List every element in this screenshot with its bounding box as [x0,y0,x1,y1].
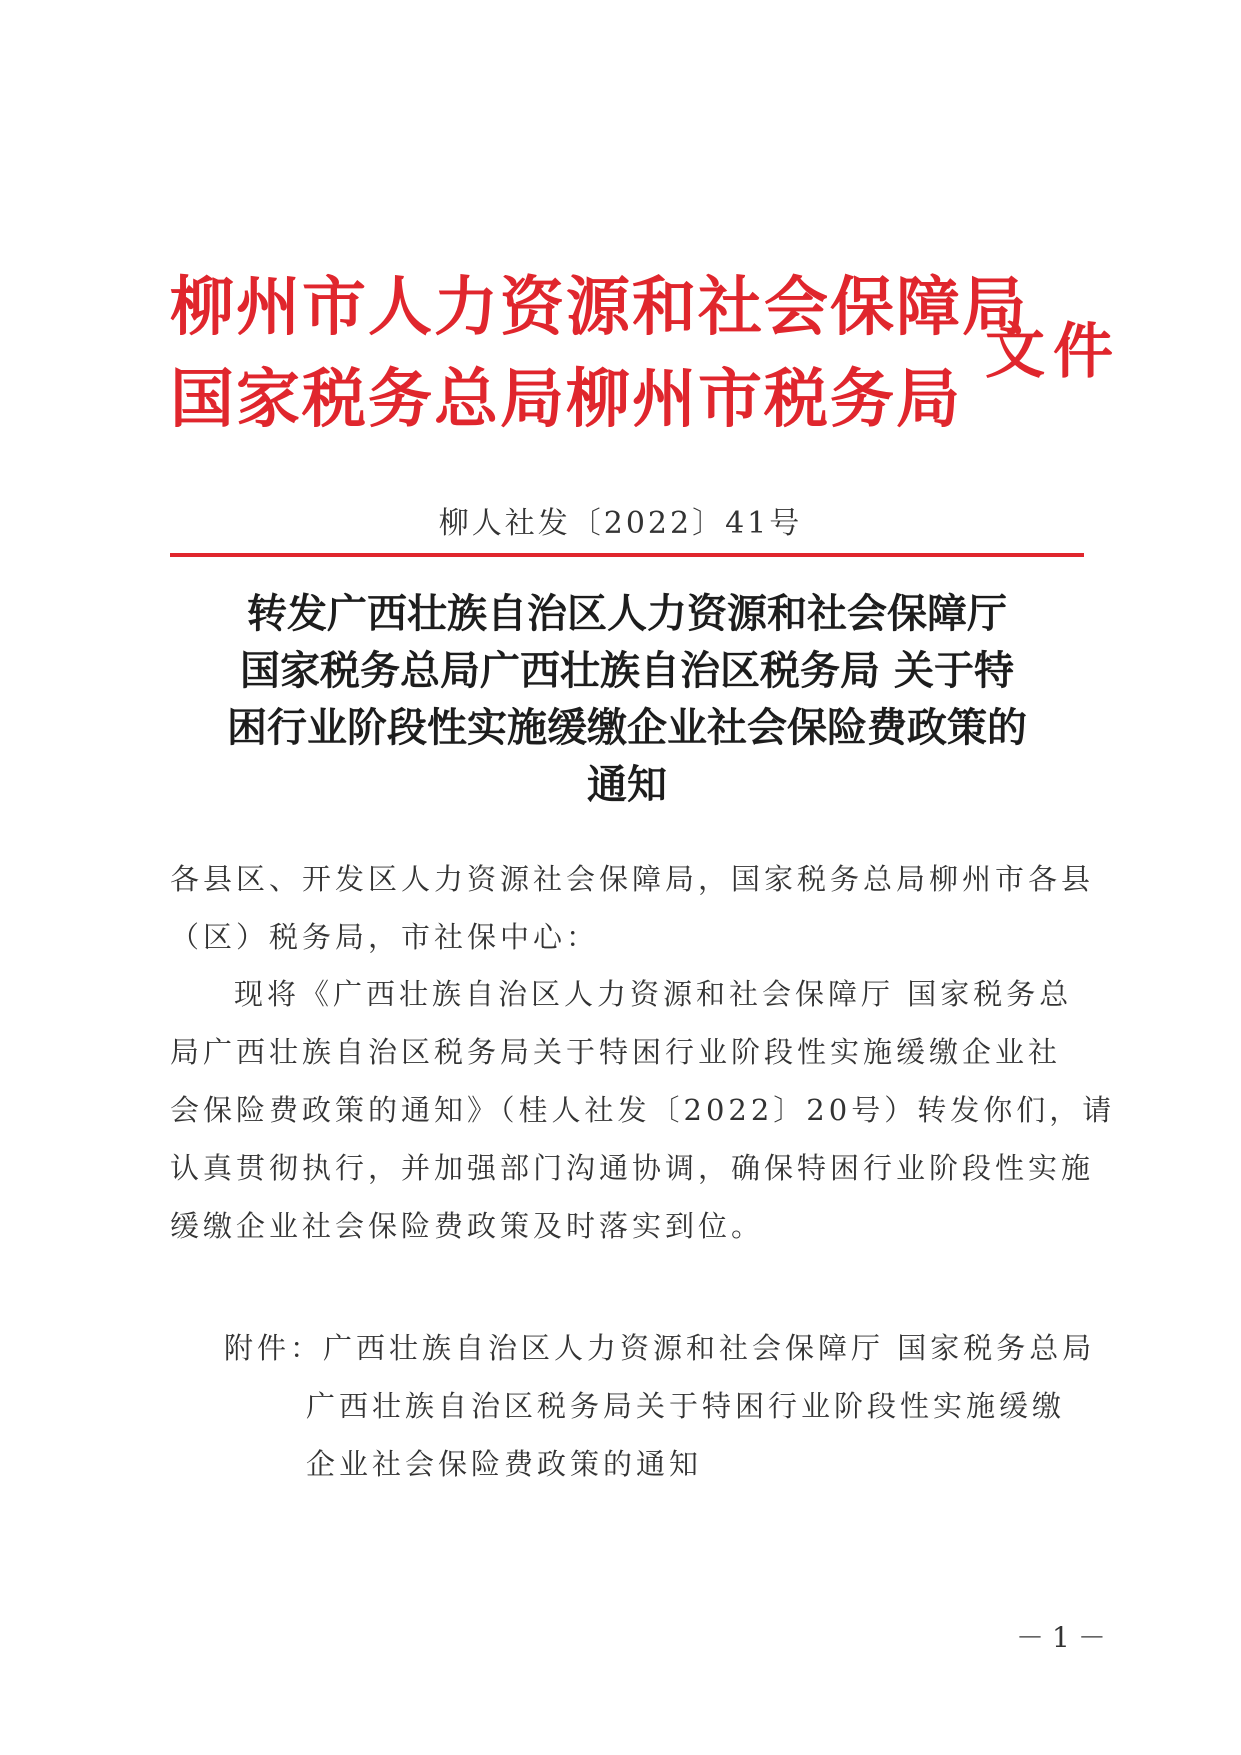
issuer-name-line-2: 国家税务总局柳州市税务局 [170,362,962,437]
paragraph-line-3: 会保险费政策的通知》（桂人社发〔2022〕20号）转发你们，请 [170,1093,1116,1127]
title-line-1: 转发广西壮族自治区人力资源和社会保障厅 [247,590,1007,637]
paragraph-line-2: 局广西壮族自治区税务局关于特困行业阶段性实施缓缴企业社 [170,1035,1062,1069]
page-number: －1－ [1016,1621,1114,1654]
document-number: 柳人社发〔2022〕41号 [438,506,803,541]
red-divider-rule [170,553,1084,557]
paragraph-line-1: 现将《广西壮族自治区人力资源和社会保障厅 国家税务总 [234,977,1073,1011]
salutation-line-1: 各县区、开发区人力资源社会保障局，国家税务总局柳州市各县 [170,862,1095,896]
paragraph-line-5: 缓缴企业社会保险费政策及时落实到位。 [170,1209,765,1243]
paragraph-line-4: 认真贯彻执行，并加强部门沟通协调，确保特困行业阶段性实施 [170,1151,1095,1185]
salutation-line-2: （区）税务局，市社保中心： [170,920,600,954]
salutation [170,850,1095,966]
title-line-4: 通知 [587,761,667,808]
title-line-2: 国家税务总局广西壮族自治区税务局 关于特 [240,647,1014,694]
attachment-line-2: 广西壮族自治区税务局关于特困行业阶段性实施缓缴 [306,1389,1066,1423]
main-paragraph [170,965,1116,1255]
issuer-name-line-1: 柳州市人力资源和社会保障局 [170,270,1028,345]
document-title [170,585,1084,813]
document-type-label: 文件 [985,317,1121,387]
attachment-note [224,1319,1096,1493]
title-line-3: 困行业阶段性实施缓缴企业社会保险费政策的 [227,704,1027,751]
attachment-line-1: 附件：广西壮族自治区人力资源和社会保障厅 国家税务总局 [224,1331,1096,1365]
attachment-line-3: 企业社会保险费政策的通知 [306,1447,703,1481]
